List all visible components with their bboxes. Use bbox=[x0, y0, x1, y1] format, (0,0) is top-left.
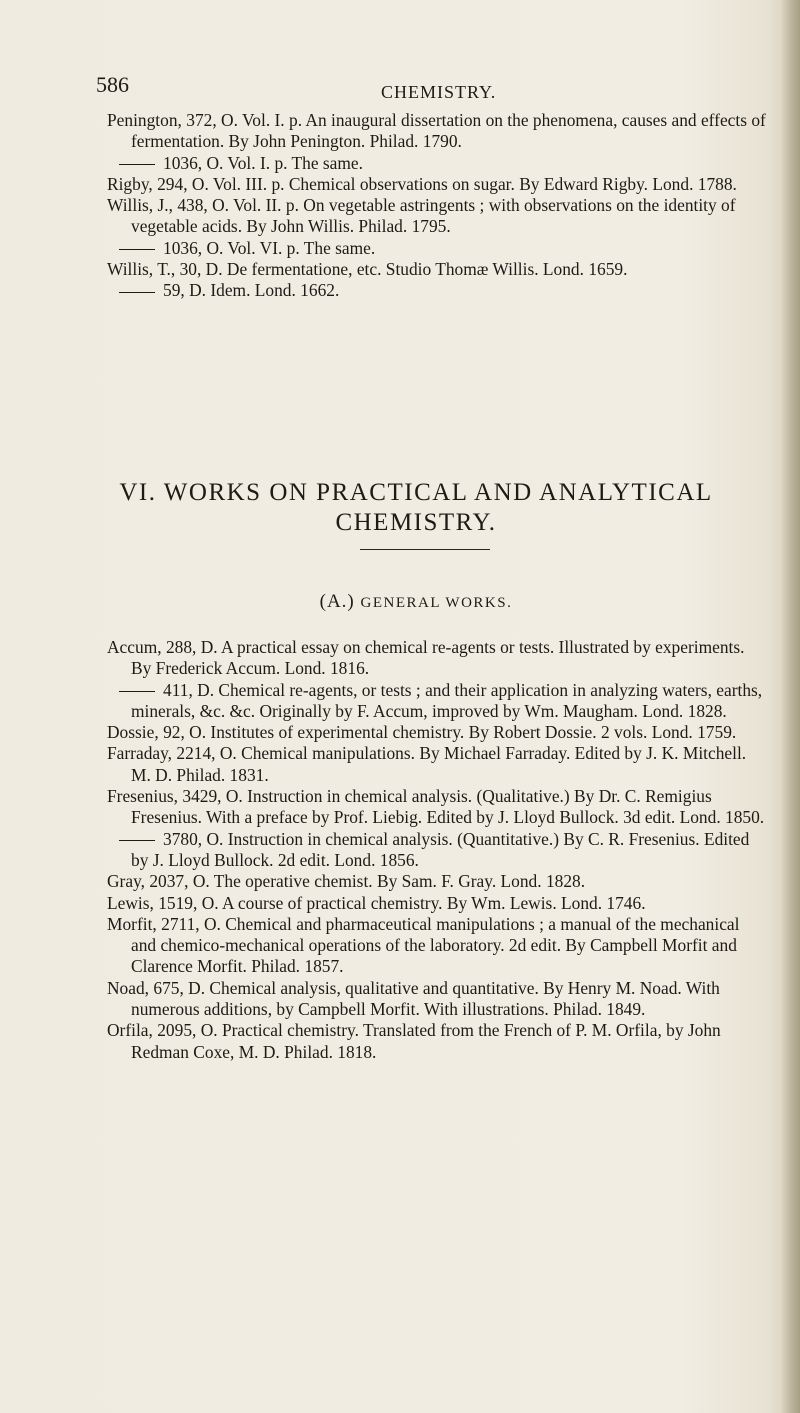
entry-author: Willis, T., bbox=[107, 259, 176, 280]
entry-author: Orfila, bbox=[107, 1020, 153, 1041]
running-head bbox=[96, 72, 696, 102]
entry-author: Fresenius, bbox=[107, 786, 179, 807]
entry-text: 288, D. A practical essay on chemical re-agents or tests. Illustrated by experiments. By Frederick Accum. Lond. 1816. bbox=[131, 637, 745, 679]
entry-author: Morfit, bbox=[107, 913, 157, 934]
entry-text: 1519, O. A course of practical chemistry. By Wm. Lewis. Lond. 1746. bbox=[158, 892, 646, 913]
entry-author: Accum, bbox=[107, 637, 162, 657]
entry-text: 438, O. Vol. II. p. On vegetable astringents ; with observations on the identity of vegetable acids. By John Willis. Philad. 1795. bbox=[131, 195, 736, 237]
ditto-dash bbox=[119, 249, 155, 250]
entry-text: 2037, O. The operative chemist. By Sam. F. Gray. Lond. 1828. bbox=[149, 871, 586, 892]
entry bbox=[107, 153, 767, 174]
entry bbox=[107, 893, 767, 914]
entry-text: 411, D. Chemical re-agents, or tests ; and their application in analyzing waters, earths, minerals, &c. &c. Originally by F. Accum, improved by Wm. Maugham. Lond. 1828. bbox=[131, 679, 763, 721]
entry bbox=[107, 110, 767, 153]
entry bbox=[107, 914, 767, 978]
entry bbox=[107, 871, 767, 892]
entry bbox=[107, 978, 767, 1021]
general-works-list bbox=[107, 637, 767, 1063]
ditto-dash bbox=[119, 691, 155, 692]
entry bbox=[107, 238, 767, 259]
entry-text: 59, D. Idem. Lond. 1662. bbox=[163, 280, 340, 301]
ditto-dash bbox=[119, 840, 155, 841]
entry-text: 2214, O. Chemical manipulations. By Michael Farraday. Edited by J. K. Mitchell. M. D. Philad. 1831. bbox=[131, 743, 747, 785]
entry bbox=[107, 637, 767, 680]
page-edge bbox=[782, 0, 800, 1413]
top-entries bbox=[107, 110, 767, 302]
entry bbox=[107, 280, 767, 301]
entry-author: Dossie, bbox=[107, 722, 159, 743]
entry-text: 1036, O. Vol. VI. p. The same. bbox=[163, 237, 376, 258]
entry-author: Farraday, bbox=[107, 743, 173, 764]
entry-author: Willis, J., bbox=[107, 195, 173, 216]
ditto-dash bbox=[119, 292, 155, 293]
entry-text: 675, D. Chemical analysis, qualitative and quantitative. By Henry M. Noad. With numerous additions, by Campbell Morfit. With illustrations. Philad. 1849. bbox=[131, 977, 720, 1020]
entry-text: 92, O. Institutes of experimental chemistry. By Robert Dossie. 2 vols. Lond. 1759. bbox=[163, 722, 737, 743]
section-rule bbox=[360, 549, 490, 550]
page-number: 586 bbox=[96, 72, 129, 97]
entry bbox=[107, 743, 767, 786]
entry-text: 2711, O. Chemical and pharmaceutical manipulations ; a manual of the mechanical and chemico-mechanical operations of the laboratory. 2d edit. By Campbell Morfit and Clarence Morfit. Philad. 1857. bbox=[131, 913, 740, 977]
entry-text: 294, O. Vol. III. p. Chemical observations on sugar. By Edward Rigby. Lond. 1788. bbox=[157, 173, 737, 194]
entry-text: 1036, O. Vol. I. p. The same. bbox=[163, 152, 363, 173]
subsection-heading bbox=[96, 591, 736, 613]
entry-author: Penington, bbox=[107, 110, 182, 130]
entry-author: Gray, bbox=[107, 871, 145, 892]
entry bbox=[107, 195, 767, 238]
entry-text: 3780, O. Instruction in chemical analysis. (Quantitative.) By C. R. Fresenius. Edited by J. Lloyd Bullock. 2d edit. Lond. 1856. bbox=[131, 828, 750, 870]
entry-text: 30, D. De fermentatione, etc. Studio Thomæ Willis. Lond. 1659. bbox=[179, 259, 628, 280]
subsection-title: GENERAL WORKS. bbox=[360, 595, 513, 611]
entry bbox=[107, 786, 767, 829]
entry-text: 3429, O. Instruction in chemical analysis. (Qualitative.) By Dr. C. Remigius Fresenius. With a preface by Prof. Liebig. Edited by J. Lloyd Bullock. 3d edit. Lond. 1850. bbox=[131, 786, 765, 828]
entry-author: Noad, bbox=[107, 977, 150, 998]
ditto-dash bbox=[119, 164, 155, 165]
entry bbox=[107, 174, 767, 195]
entry-author: Rigby, bbox=[107, 173, 153, 194]
subsection-label: (A.) bbox=[319, 591, 355, 612]
entry bbox=[107, 722, 767, 743]
section-heading-line: CHEMISTRY. bbox=[335, 509, 497, 536]
entry-author: Lewis, bbox=[107, 892, 154, 913]
running-title: CHEMISTRY. bbox=[381, 82, 497, 102]
entry-text: 2095, O. Practical chemistry. Translated from the French of P. M. Orfila, by John Redman Coxe, M. D. Philad. 1818. bbox=[131, 1020, 721, 1062]
entry-text: 372, O. Vol. I. p. An inaugural dissertation on the phenomena, causes and effects of fermentation. By John Penington. Philad. 1790. bbox=[131, 110, 766, 152]
section-heading-line: VI. WORKS ON PRACTICAL AND ANALYTICAL bbox=[119, 479, 713, 506]
entry bbox=[107, 829, 767, 872]
section-heading bbox=[96, 478, 736, 538]
entry bbox=[107, 1020, 767, 1063]
entry bbox=[107, 680, 767, 723]
entry bbox=[107, 259, 767, 280]
